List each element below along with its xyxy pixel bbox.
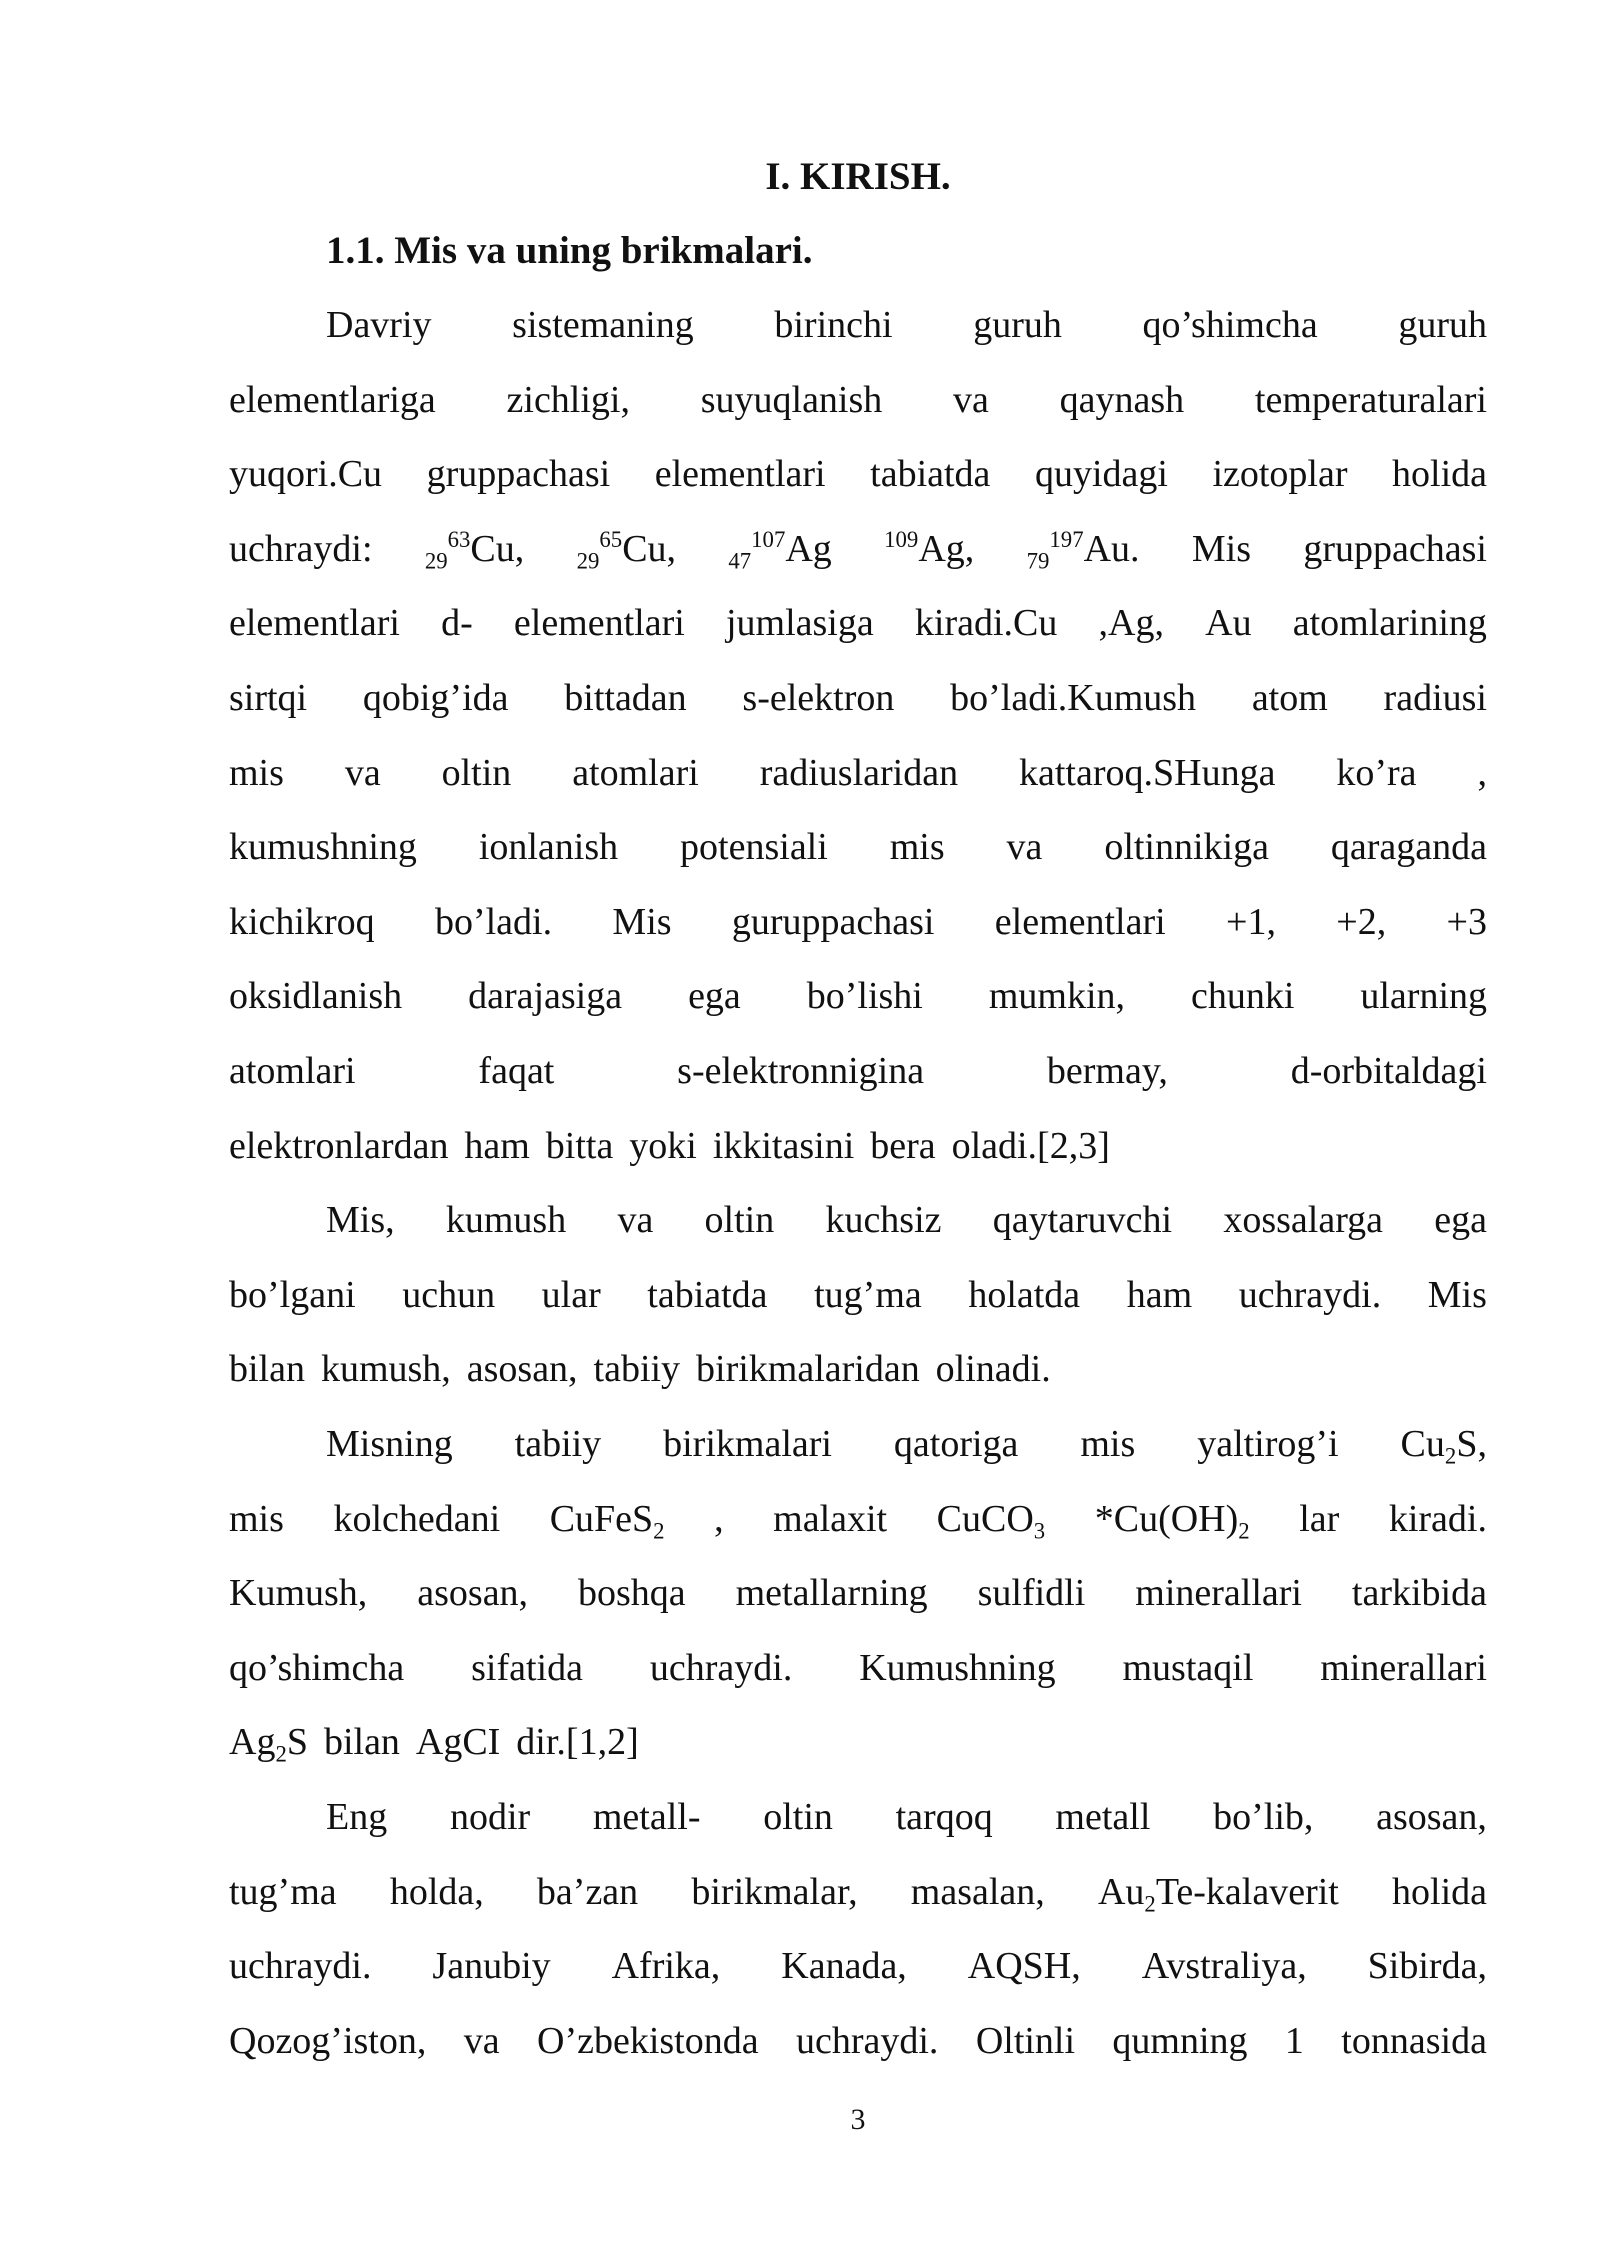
word: holda, bbox=[389, 1870, 484, 1913]
word: zichligi, bbox=[506, 378, 630, 421]
word: +3 bbox=[1446, 900, 1487, 943]
word: ba’zan bbox=[536, 1870, 639, 1913]
text-line bbox=[326, 1195, 1487, 1245]
word: bittadan bbox=[564, 677, 687, 719]
word: 1 bbox=[1284, 2019, 1304, 2062]
text-line bbox=[229, 598, 1487, 648]
word: holida bbox=[1392, 453, 1487, 496]
word: kumushning bbox=[229, 826, 417, 869]
word: sistemaning bbox=[512, 304, 694, 346]
word: bo’lishi bbox=[806, 975, 923, 1018]
word: atomlarining bbox=[1292, 602, 1487, 645]
word: Afrika, bbox=[611, 1945, 721, 1988]
element-symbol: Ag, bbox=[918, 527, 975, 570]
word: Mis bbox=[1191, 527, 1251, 570]
text-line bbox=[229, 1717, 1487, 1767]
word: tarqoq bbox=[895, 1796, 993, 1838]
element-symbol: Cu, bbox=[622, 527, 677, 570]
text-line bbox=[229, 375, 1487, 425]
word: bilan bbox=[229, 1348, 305, 1391]
word: atom bbox=[1251, 677, 1328, 719]
word: O’zbekistonda bbox=[537, 2019, 759, 2062]
word: kumush, bbox=[320, 1348, 451, 1391]
atomic-number: 47 bbox=[728, 548, 752, 574]
isotope-notation bbox=[884, 524, 974, 574]
word: kiradi.Cu bbox=[914, 602, 1058, 645]
word: elementlari bbox=[513, 602, 685, 645]
word: qatoriga bbox=[893, 1423, 1019, 1465]
page-title: I. KIRISH. bbox=[765, 155, 951, 198]
word: qaraganda bbox=[1330, 826, 1487, 869]
word: uchraydi. bbox=[1238, 1273, 1382, 1316]
word: uchraydi. bbox=[649, 1646, 793, 1689]
isotope-notation bbox=[425, 524, 524, 574]
word: kiradi. bbox=[1388, 1497, 1487, 1540]
text-line bbox=[229, 971, 1487, 1021]
word: asosan, bbox=[417, 1572, 529, 1615]
word: CuCO$_3$ bbox=[936, 1497, 1046, 1543]
section-heading: 1.1. Mis va uning brikmalari. bbox=[326, 229, 813, 272]
word: Kanada, bbox=[781, 1945, 907, 1988]
word: uchraydi. bbox=[795, 2019, 939, 2062]
word: +2, bbox=[1336, 900, 1387, 943]
text-line bbox=[229, 1046, 1487, 1096]
isotope-notation bbox=[577, 524, 676, 574]
word: Mis, bbox=[326, 1199, 395, 1242]
word: birinchi bbox=[774, 304, 893, 346]
word: uchraydi: bbox=[229, 527, 373, 570]
element-symbol: Ag bbox=[785, 527, 832, 570]
word: birikmalari bbox=[663, 1423, 832, 1465]
text-line bbox=[229, 1941, 1487, 1991]
word: kumush bbox=[445, 1199, 567, 1242]
word: sirtqi bbox=[229, 677, 308, 719]
word: holida bbox=[1392, 1870, 1487, 1913]
word: ularning bbox=[1360, 975, 1487, 1018]
word: oladi.[2,3] bbox=[951, 1124, 1110, 1167]
word: temperaturalari bbox=[1254, 378, 1487, 421]
word: tonnasida bbox=[1341, 2019, 1487, 2062]
word: Mis bbox=[1427, 1273, 1487, 1316]
word: ,Ag, bbox=[1098, 602, 1164, 645]
word: tabiiy bbox=[593, 1348, 681, 1391]
word: malaxit bbox=[773, 1497, 888, 1540]
word: Sibirda, bbox=[1367, 1945, 1487, 1988]
word: , bbox=[1477, 751, 1487, 794]
text-line bbox=[229, 1121, 1487, 1171]
word: ham bbox=[1126, 1273, 1193, 1316]
word: ham bbox=[464, 1124, 530, 1167]
word: Au bbox=[1205, 602, 1252, 645]
word: suyuqlanish bbox=[700, 378, 883, 421]
word: ikkitasini bbox=[712, 1124, 855, 1167]
word: guruh bbox=[973, 304, 1062, 346]
word: uchun bbox=[402, 1273, 496, 1316]
word: +1, bbox=[1226, 900, 1276, 943]
word: kattaroq.SHunga bbox=[1019, 751, 1276, 794]
word: , bbox=[714, 1497, 724, 1540]
word: mis bbox=[889, 826, 945, 869]
word: s-elektronnigina bbox=[677, 1050, 925, 1092]
mass-number: 109 bbox=[884, 526, 919, 552]
page-number: 3 bbox=[850, 2103, 866, 2136]
word: guruh bbox=[1398, 304, 1487, 346]
word: $Ag_2S$ bbox=[229, 1721, 308, 1767]
text-line bbox=[229, 449, 1487, 499]
word: tug’ma bbox=[229, 1870, 337, 1913]
word: metallarning bbox=[735, 1572, 928, 1615]
word: bitta bbox=[545, 1124, 614, 1167]
word: qo’shimcha bbox=[1142, 304, 1318, 346]
word: dir.[1,2] bbox=[516, 1721, 639, 1764]
word: $Cu_2S$, bbox=[1400, 1423, 1487, 1469]
word: AgCI bbox=[415, 1721, 501, 1764]
word: qaynash bbox=[1059, 378, 1185, 421]
word: ega bbox=[1434, 1199, 1487, 1242]
word: atomlari bbox=[229, 1050, 356, 1092]
word: d-orbitaldagi bbox=[1290, 1050, 1487, 1092]
word: ionlanish bbox=[478, 826, 619, 869]
word: birikmalar, bbox=[691, 1870, 858, 1913]
word: potensiali bbox=[680, 826, 828, 869]
word: jumlasiga bbox=[725, 602, 874, 645]
word: mustaqil bbox=[1122, 1646, 1254, 1689]
word: Davriy bbox=[326, 304, 432, 346]
word: qumning bbox=[1112, 2019, 1248, 2062]
text-line bbox=[326, 1792, 1487, 1842]
isotope-notation bbox=[1027, 524, 1140, 574]
word: birikmalaridan bbox=[696, 1348, 920, 1391]
word: elementlari bbox=[654, 453, 826, 496]
word: guruppachasi bbox=[731, 900, 935, 943]
text-line bbox=[229, 1494, 1487, 1544]
word: atomlari bbox=[572, 751, 699, 794]
word: uchraydi. bbox=[229, 1945, 372, 1988]
word: Eng bbox=[326, 1796, 388, 1838]
word: gruppachasi bbox=[426, 453, 611, 496]
word: ular bbox=[541, 1273, 601, 1316]
text-line bbox=[229, 1643, 1487, 1693]
word: sifatida bbox=[471, 1646, 583, 1689]
text-line bbox=[229, 748, 1487, 798]
mass-number: 197 bbox=[1049, 526, 1084, 552]
word: ega bbox=[688, 975, 741, 1018]
word: Janubiy bbox=[432, 1945, 551, 1988]
word: holatda bbox=[968, 1273, 1081, 1316]
word: metall bbox=[1055, 1796, 1151, 1838]
word: tarkibida bbox=[1351, 1572, 1487, 1615]
word: bilan bbox=[323, 1721, 400, 1764]
element-symbol: Cu, bbox=[470, 527, 525, 570]
text-line bbox=[229, 1270, 1487, 1320]
word: bo’lib, bbox=[1213, 1796, 1314, 1838]
text-line bbox=[229, 524, 1487, 574]
word: yoki bbox=[629, 1124, 697, 1167]
word: Oltinli bbox=[975, 2019, 1076, 2062]
word: elektronlardan bbox=[229, 1124, 449, 1167]
word: yuqori.Cu bbox=[229, 453, 383, 496]
word: masalan, bbox=[910, 1870, 1045, 1913]
word: va bbox=[344, 751, 381, 794]
word: bera bbox=[870, 1124, 936, 1167]
word: qobig’ida bbox=[362, 677, 509, 719]
word: qaytaruvchi bbox=[992, 1199, 1173, 1242]
text-line bbox=[229, 822, 1487, 872]
text-line bbox=[229, 2016, 1487, 2066]
word: sulfidli bbox=[977, 1572, 1086, 1615]
word: oltin bbox=[763, 1796, 833, 1838]
word: darajasiga bbox=[468, 975, 623, 1018]
word: quyidagi bbox=[1034, 453, 1168, 496]
mass-number: 63 bbox=[447, 526, 471, 552]
word: CuFeS$_2$ bbox=[549, 1497, 665, 1543]
word: va bbox=[1006, 826, 1043, 869]
text-line bbox=[229, 1568, 1487, 1618]
word: radiuslaridan bbox=[759, 751, 959, 794]
word: va bbox=[463, 2019, 500, 2062]
word: minerallari bbox=[1135, 1572, 1302, 1615]
word: asosan, bbox=[466, 1348, 578, 1391]
mass-number: 65 bbox=[599, 526, 623, 552]
text-line bbox=[229, 897, 1487, 947]
word: bo’ladi. bbox=[434, 900, 553, 943]
word: elementlari bbox=[229, 602, 400, 645]
word: AQSH, bbox=[967, 1945, 1081, 1988]
word: Avstraliya, bbox=[1141, 1945, 1307, 1988]
word: kolchedani bbox=[333, 1497, 501, 1540]
element-symbol: Au. bbox=[1083, 527, 1140, 570]
word: oltinnikiga bbox=[1104, 826, 1269, 869]
word: ko’ra bbox=[1336, 751, 1417, 794]
word: elementlariga bbox=[229, 378, 436, 421]
word: mis bbox=[229, 1497, 284, 1540]
word: kuchsiz bbox=[825, 1199, 942, 1242]
text-line bbox=[326, 300, 1487, 350]
word: Kumushning bbox=[859, 1646, 1056, 1689]
word: Kumush, bbox=[229, 1572, 368, 1615]
word: bermay, bbox=[1046, 1050, 1168, 1092]
word: minerallari bbox=[1320, 1646, 1487, 1689]
text-line bbox=[229, 1867, 1487, 1917]
word: metall- bbox=[592, 1796, 701, 1838]
word: bo’ladi.Kumush bbox=[950, 677, 1197, 719]
word: izotoplar bbox=[1212, 453, 1348, 496]
word: oltin bbox=[441, 751, 512, 794]
word: oksidlanish bbox=[229, 975, 403, 1018]
mass-number: 107 bbox=[751, 526, 786, 552]
word: mumkin, bbox=[988, 975, 1126, 1018]
atomic-number: 29 bbox=[424, 548, 448, 574]
word: radiusi bbox=[1383, 677, 1487, 719]
word: tabiatda bbox=[870, 453, 991, 496]
word: tabiiy bbox=[514, 1423, 602, 1465]
word: asosan, bbox=[1376, 1796, 1487, 1838]
word: qo’shimcha bbox=[229, 1646, 405, 1689]
word: $*Cu(OH)_2$ bbox=[1094, 1497, 1250, 1543]
text-line bbox=[229, 1344, 1487, 1394]
word: faqat bbox=[478, 1050, 555, 1092]
word: va bbox=[617, 1199, 654, 1242]
word: va bbox=[953, 378, 989, 421]
word: gruppachasi bbox=[1303, 527, 1487, 570]
word: $Au_2Te$-kalaverit bbox=[1097, 1870, 1339, 1916]
word: lar bbox=[1299, 1497, 1340, 1540]
atomic-number: 79 bbox=[1026, 548, 1050, 574]
word: chunki bbox=[1190, 975, 1295, 1018]
word: Qozog’iston, bbox=[229, 2019, 427, 2062]
word: xossalarga bbox=[1223, 1199, 1384, 1242]
word: Misning bbox=[326, 1423, 453, 1465]
word: kichikroq bbox=[229, 900, 375, 943]
word: oltin bbox=[704, 1199, 775, 1242]
word: bo’lgani bbox=[229, 1273, 356, 1316]
word: olinadi. bbox=[935, 1348, 1051, 1391]
word: s-elektron bbox=[742, 677, 895, 719]
word: tabiatda bbox=[647, 1273, 768, 1316]
text-line bbox=[229, 673, 1487, 723]
word: nodir bbox=[449, 1796, 531, 1838]
text-line bbox=[326, 1419, 1487, 1469]
word: Mis bbox=[612, 900, 672, 943]
isotope-notation bbox=[728, 524, 831, 574]
atomic-number: 29 bbox=[576, 548, 600, 574]
word: yaltirog’i bbox=[1197, 1423, 1339, 1465]
word: boshqa bbox=[578, 1572, 686, 1615]
word: mis bbox=[229, 751, 284, 794]
word: tug’ma bbox=[814, 1273, 922, 1316]
word: mis bbox=[1080, 1423, 1136, 1465]
word: d- bbox=[441, 602, 473, 645]
word: elementlari bbox=[994, 900, 1166, 943]
